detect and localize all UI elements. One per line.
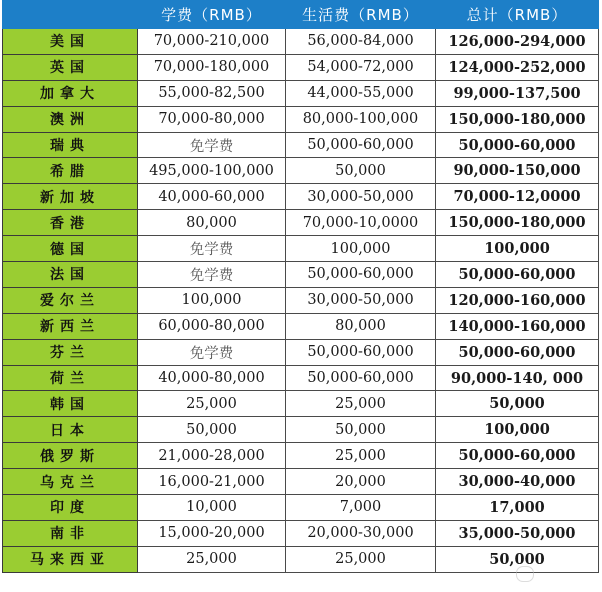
table-body [3,29,599,573]
tuition-cell: 16,000-21,000 [138,469,286,495]
tuition-cell: 25,000 [138,546,286,572]
tuition-cell: 40,000-80,000 [138,365,286,391]
tuition-cell: 40,000-60,000 [138,184,286,210]
living-cell: 54,000-72,000 [286,54,436,80]
living-cell: 25,000 [286,546,436,572]
table-row [3,29,599,55]
table-row [3,132,599,158]
country-cell: 爱尔兰 [3,287,138,313]
total-cell: 50,000 [436,391,599,417]
country-cell: 南非 [3,520,138,546]
living-cell: 50,000-60,000 [286,365,436,391]
table-row [3,80,599,106]
total-cell: 100,000 [436,236,599,262]
tuition-cell: 80,000 [138,210,286,236]
living-cell: 50,000-60,000 [286,339,436,365]
country-cell: 香港 [3,210,138,236]
living-cell: 25,000 [286,443,436,469]
living-cell: 50,000 [286,417,436,443]
country-cell: 芬兰 [3,339,138,365]
table-header-row [3,1,599,29]
country-cell: 法国 [3,262,138,288]
living-cell: 50,000-60,000 [286,132,436,158]
total-cell: 90,000-140, 000 [436,365,599,391]
tuition-cell: 免学费 [138,132,286,158]
tuition-cell: 70,000-180,000 [138,54,286,80]
tuition-cell: 70,000-210,000 [138,29,286,55]
country-cell: 荷兰 [3,365,138,391]
living-cell: 80,000 [286,313,436,339]
country-cell: 澳洲 [3,106,138,132]
table-row [3,184,599,210]
table-row [3,391,599,417]
table-row [3,54,599,80]
country-cell: 新西兰 [3,313,138,339]
table-row [3,313,599,339]
header-country [3,1,138,29]
living-cell: 44,000-55,000 [286,80,436,106]
table-row [3,158,599,184]
tuition-cell: 25,000 [138,391,286,417]
table-row [3,339,599,365]
living-cell: 50,000-60,000 [286,262,436,288]
table-row [3,520,599,546]
country-cell: 日本 [3,417,138,443]
tuition-cell: 15,000-20,000 [138,520,286,546]
country-cell: 英国 [3,54,138,80]
table-row [3,469,599,495]
total-cell: 90,000-150,000 [436,158,599,184]
living-cell: 20,000 [286,469,436,495]
living-cell: 25,000 [286,391,436,417]
total-cell: 120,000-160,000 [436,287,599,313]
table-row [3,210,599,236]
tuition-cell: 10,000 [138,495,286,521]
tuition-cell: 100,000 [138,287,286,313]
tuition-cell: 50,000 [138,417,286,443]
living-cell: 56,000-84,000 [286,29,436,55]
total-cell: 100,000 [436,417,599,443]
table-row [3,287,599,313]
total-cell: 30,000-40,000 [436,469,599,495]
total-cell: 150,000-180,000 [436,210,599,236]
table-row [3,546,599,572]
total-cell: 35,000-50,000 [436,520,599,546]
tuition-cell: 免学费 [138,339,286,365]
country-cell: 瑞典 [3,132,138,158]
living-cell: 30,000-50,000 [286,287,436,313]
living-cell: 7,000 [286,495,436,521]
tuition-cell: 免学费 [138,236,286,262]
country-cell: 加拿大 [3,80,138,106]
living-cell: 100,000 [286,236,436,262]
study-abroad-cost-table [2,0,599,573]
total-cell: 126,000-294,000 [436,29,599,55]
country-cell: 印度 [3,495,138,521]
tuition-cell: 免学费 [138,262,286,288]
table-row [3,417,599,443]
total-cell: 140,000-160,000 [436,313,599,339]
total-cell: 99,000-137,500 [436,80,599,106]
total-cell: 50,000-60,000 [436,132,599,158]
total-cell: 70,000-12,0000 [436,184,599,210]
tuition-cell: 70,000-80,000 [138,106,286,132]
total-cell: 124,000-252,000 [436,54,599,80]
table-row [3,236,599,262]
tuition-cell: 495,000-100,000 [138,158,286,184]
total-cell: 17,000 [436,495,599,521]
country-cell: 希腊 [3,158,138,184]
watermark-icon [516,566,534,582]
table-row [3,365,599,391]
country-cell: 乌克兰 [3,469,138,495]
total-cell: 50,000 [436,546,599,572]
table-row [3,495,599,521]
country-cell: 俄罗斯 [3,443,138,469]
total-cell: 150,000-180,000 [436,106,599,132]
tuition-cell: 60,000-80,000 [138,313,286,339]
country-cell: 德国 [3,236,138,262]
living-cell: 50,000 [286,158,436,184]
table-row [3,262,599,288]
tuition-cell: 21,000-28,000 [138,443,286,469]
living-cell: 30,000-50,000 [286,184,436,210]
table-row [3,106,599,132]
total-cell: 50,000-60,000 [436,339,599,365]
total-cell: 50,000-60,000 [436,443,599,469]
country-cell: 马来西亚 [3,546,138,572]
country-cell: 新加坡 [3,184,138,210]
country-cell: 美国 [3,29,138,55]
country-cell: 韩国 [3,391,138,417]
living-cell: 20,000-30,000 [286,520,436,546]
header-tuition: 学费（RMB） [138,1,286,29]
table-row [3,443,599,469]
tuition-cell: 55,000-82,500 [138,80,286,106]
total-cell: 50,000-60,000 [436,262,599,288]
living-cell: 70,000-10,0000 [286,210,436,236]
living-cell: 80,000-100,000 [286,106,436,132]
header-living: 生活费（RMB） [286,1,436,29]
header-total: 总计（RMB） [436,1,599,29]
